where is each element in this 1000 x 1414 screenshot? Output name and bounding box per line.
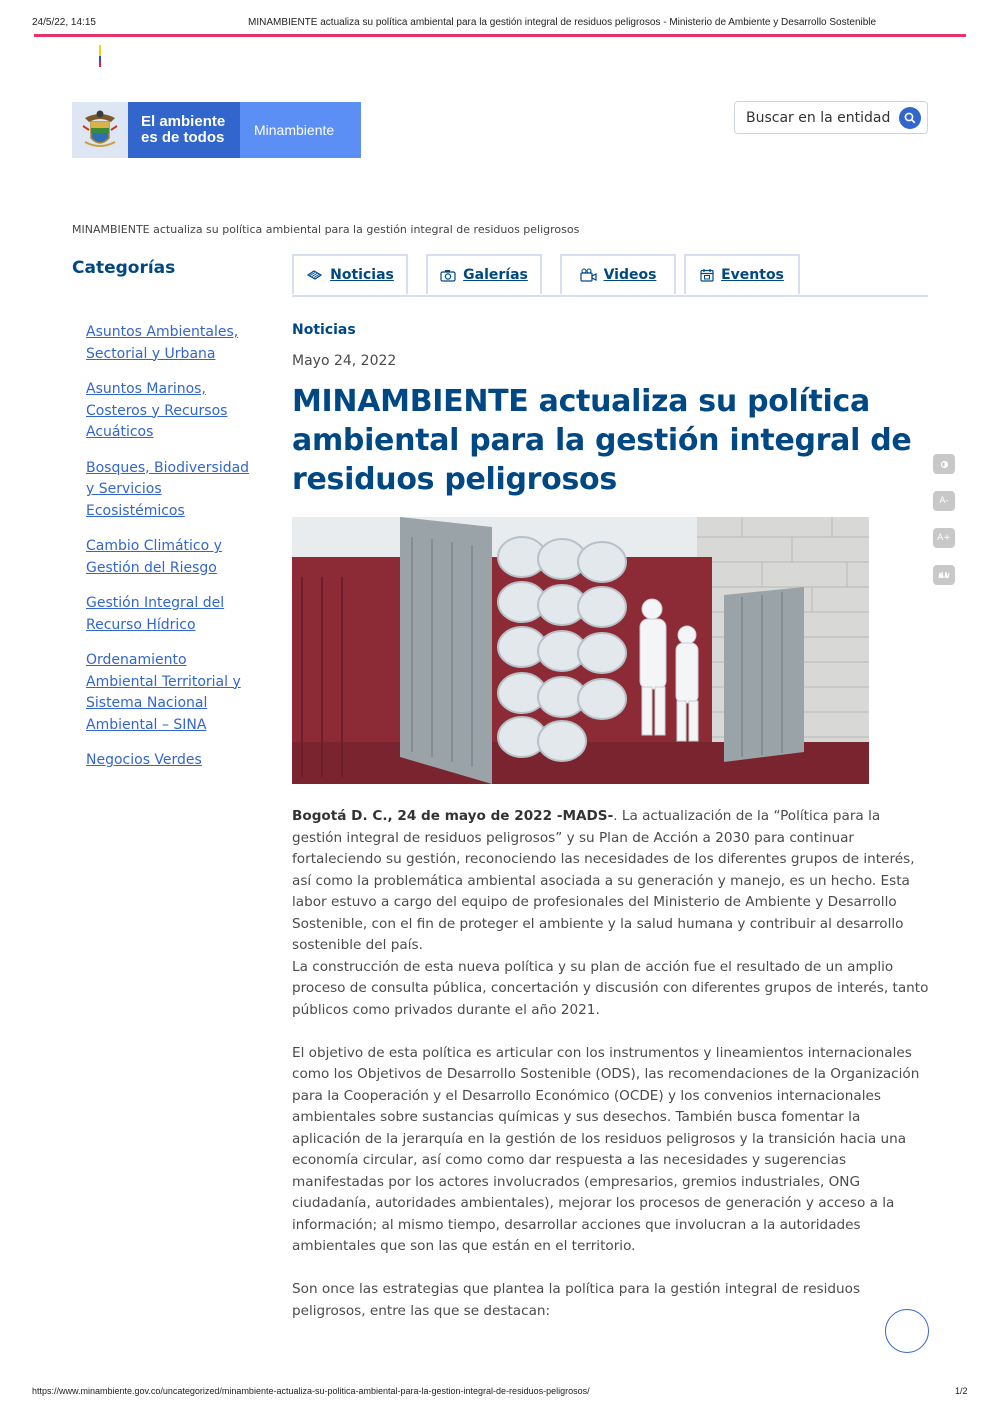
tab-eventos[interactable]: [684, 254, 800, 294]
contrast-button[interactable]: [933, 454, 955, 474]
print-datetime: 24/5/22, 14:15: [32, 17, 96, 28]
breadcrumb: MINAMBIENTE actualiza su política ambiental para la gestión integral de residuos peligrosos: [72, 223, 580, 236]
font-increase-button[interactable]: [933, 528, 955, 548]
tab-label-galerias: Galerías: [463, 267, 528, 283]
print-page-number: 1/2: [955, 1386, 968, 1396]
news-icon: [306, 268, 323, 282]
calendar-icon: [700, 268, 714, 282]
sign-language-icon: [938, 570, 950, 580]
article-paragraph-3: El objetivo de esta política es articular con los instrumentos y lineamientos internacionales como los Objetivos de Desarrollo Sostenible (ODS), las recomendaciones de la Organización para la Cooperación y el Desarrollo Económico (OCDE) y los convenios internacionales ambientales sobre sustancias químicas y sus desechos. También busca fomentar la aplicación de la jerarquía en la gestión de los residuos peligrosos y la transición hacia una economía circular, así como como dar respuesta a las necesidades y sugerencias manifestadas por los actores involucrados (empresarios, gremios industriales, ONG ciudadanía, autoridades ambientales), mejorar los procesos de generación y acceso a la información; al mismo tiempo, desarrollar acciones que involucran a la autoridades ambientales que son las que están en el territorio.: [292, 1044, 920, 1254]
logo-line-1: El ambiente: [141, 113, 226, 130]
category-link-negocios-verdes[interactable]: Negocios Verdes: [86, 752, 202, 768]
logo-slogan: [128, 102, 240, 158]
category-link-asuntos-marinos[interactable]: Asuntos Marinos, Costeros y Recursos Acuáticos: [86, 381, 228, 440]
category-link-ordenamiento[interactable]: Ordenamiento Ambiental Territorial y Sistema Nacional Ambiental – SINA: [86, 652, 241, 733]
tab-galerias[interactable]: [426, 254, 542, 294]
logo-line-2: es de todos: [141, 129, 225, 146]
colombia-flag-bar: [99, 45, 101, 67]
search-button[interactable]: [899, 107, 921, 129]
camera-icon: [440, 269, 456, 282]
search-icon: [904, 112, 916, 124]
print-page-title: MINAMBIENTE actualiza su política ambiental para la gestión integral de residuos peligrosos - Ministerio de Ambiente y Desarrollo Sostenible: [248, 17, 877, 28]
tab-label-videos: Videos: [603, 267, 657, 283]
category-link-bosques[interactable]: Bosques, Biodiversidad y Servicios Ecosistémicos: [86, 459, 250, 519]
font-decrease-icon: A-: [939, 496, 949, 506]
font-decrease-button[interactable]: [933, 491, 955, 511]
article-paragraph-1-text: . La actualización de la “Política para la gestión integral de residuos peligrosos” y su Plan de Acción a 2030 para continuar fortaleciendo su gestión, reconociendo las necesidades de los diferentes grupos de interés, así como la problemática ambiental asociada a su generación y manejo, es un hecho. Esta labor estuvo a cargo del equipo de profesionales del Ministerio de Ambiente y Desarrollo Sostenible, con el fin de proteger el ambiente y la salud humana y contribuir al desarrollo sostenible del país.: [292, 808, 915, 953]
tab-label-eventos: Eventos: [721, 267, 784, 283]
search-placeholder: Buscar en la entidad: [746, 109, 891, 126]
article-section: Noticias: [292, 322, 356, 338]
tab-label-noticias: Noticias: [330, 267, 394, 283]
search-input[interactable]: [734, 101, 928, 134]
article-paragraph-2: La construcción de esta nueva política y su plan de acción fue el resultado de un amplio proceso de consulta pública, concertación y discusión con diferentes grupos de interés, tanto públicos como privados durante el año 2021.: [292, 958, 929, 1018]
category-link-asuntos-ambientales[interactable]: Asuntos Ambientales, Sectorial y Urbana: [86, 324, 239, 362]
article-body: [292, 806, 932, 1344]
article-paragraph-4: Son once las estrategias que plantea la política para la gestión integral de residuos peligrosos, entre las que se destacan:: [292, 1281, 861, 1319]
article-paragraph-1: [292, 806, 932, 957]
top-accent-line: [34, 34, 966, 37]
article-headline: MINAMBIENTE actualiza su política ambiental para la gestión integral de residuos peligrosos: [292, 384, 912, 497]
category-link-recurso-hidrico[interactable]: Gestión Integral del Recurso Hídrico: [86, 595, 225, 633]
font-increase-icon: A+: [937, 533, 951, 543]
category-list: [86, 322, 251, 786]
sidebar-title: Categorías: [72, 258, 176, 278]
scroll-to-top-button[interactable]: [885, 1309, 929, 1353]
logo-entity-name: Minambiente: [240, 102, 361, 158]
site-logo[interactable]: [72, 102, 361, 158]
accessibility-toolbar: [933, 454, 955, 602]
tab-videos[interactable]: [560, 254, 676, 294]
video-icon: [580, 268, 597, 282]
category-link-cambio-climatico[interactable]: Cambio Climático y Gestión del Riesgo: [86, 538, 222, 576]
sign-language-button[interactable]: [933, 565, 955, 585]
article-date: Mayo 24, 2022: [292, 353, 397, 369]
contrast-icon: [939, 459, 950, 470]
print-footer-url: https://www.minambiente.gov.co/uncategorized/minambiente-actualiza-su-politica-ambiental-para-la-gestion-integral-de-residuos-peligrosos/: [32, 1386, 590, 1396]
article-photo: [292, 517, 869, 784]
article-lead: Bogotá D. C., 24 de mayo de 2022 -MADS-: [292, 808, 614, 824]
content-type-tabs: [292, 254, 928, 297]
coat-of-arms-icon: [72, 102, 128, 158]
tab-noticias[interactable]: [292, 254, 408, 294]
